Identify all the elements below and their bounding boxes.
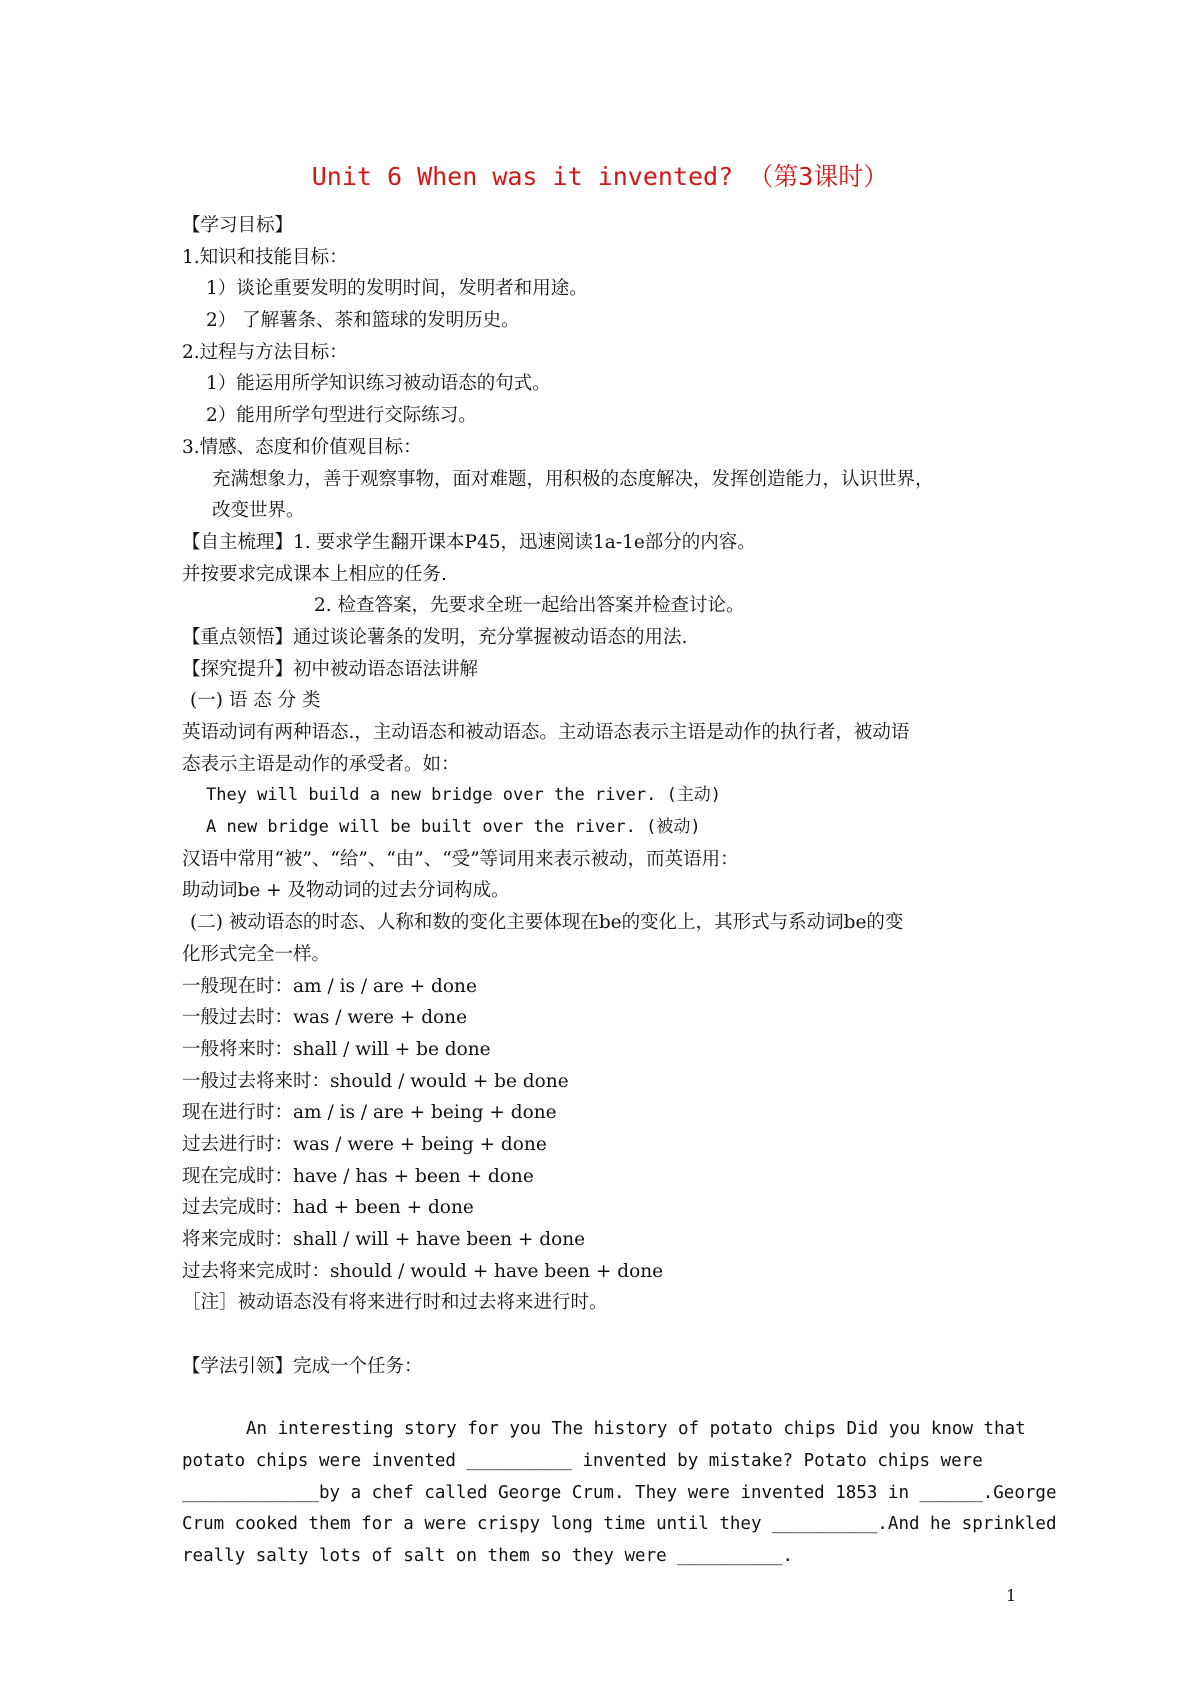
spacer xyxy=(182,1382,1027,1414)
objective-3-text-line-1: 充满想象力，善于观察事物，面对难题，用积极的态度解决，发挥创造能力，认识世界， xyxy=(212,468,934,490)
voice-explanation-line-1: 英语动词有两种语态.，主动语态和被动语态。主动语态表示主语是动作的执行者，被动语 xyxy=(182,722,910,743)
objective-3-text-line-2: 改变世界。 xyxy=(212,500,305,522)
story-line-2: potato chips were invented __________ invented by mistake? Potato chips were xyxy=(182,1450,983,1471)
tense-simple-future: 一般将来时：shall / will + be done xyxy=(182,1038,491,1060)
objective-2-heading: 2.过程与方法目标： xyxy=(182,341,348,363)
document-title: Unit 6 When was it invented? （第3课时） xyxy=(311,162,889,191)
objective-1-item-1: 1）谈论重要发明的发明时间，发明者和用途。 xyxy=(206,278,588,300)
key-points-line: 【重点领悟】通过谈论薯条的发明，充分掌握被动语态的用法. xyxy=(182,626,688,648)
chinese-passive-note: 汉语中常用“被”、“给”、“由”、“受”等词用来表示被动，而英语用： xyxy=(182,848,739,870)
document-body xyxy=(182,210,1057,1573)
tense-present-continuous: 现在进行时：am / is / are + being + done xyxy=(182,1102,557,1124)
objective-2-item-2: 2）能用所学句型进行交际练习。 xyxy=(206,405,477,427)
self-study-line-1: 【自主梳理】1. 要求学生翻开课本P45，迅速阅读1a-1e部分的内容。 xyxy=(182,531,756,553)
objective-2-item-1: 1）能运用所学知识练习被动语态的句式。 xyxy=(206,373,551,395)
self-study-line-2: 并按要求完成课本上相应的任务. xyxy=(182,563,447,585)
tense-simple-past: 一般过去时：was / were + done xyxy=(182,1007,468,1029)
objective-1-heading: 1.知识和技能目标： xyxy=(182,246,348,268)
example-active: They will build a new bridge over the river. (主动) xyxy=(206,785,722,806)
voice-category-heading: (一) 语 态 分 类 xyxy=(190,690,321,712)
story-line-3: _____________by a chef called George Crum. They were invented 1853 in ______.George xyxy=(182,1482,1057,1503)
objective-1-item-2: 2） 了解薯条、茶和篮球的发明历史。 xyxy=(206,310,520,332)
explore-heading: 【探究提升】初中被动语态语法讲解 xyxy=(182,658,479,680)
story-line-5: really salty lots of salt on them so they were __________. xyxy=(182,1545,794,1566)
tense-future-perfect: 将来完成时：shall / will + have been + done xyxy=(182,1229,586,1250)
tense-past-continuous: 过去进行时：was / were + being + done xyxy=(182,1133,547,1155)
section-heading-objectives: 【学习目标】 xyxy=(182,215,294,236)
passive-structure-note: 助动词be + 及物动词的过去分词构成。 xyxy=(182,880,510,902)
story-passage xyxy=(182,1414,1057,1572)
voice-explanation-line-2: 态表示主语是动作的承受者。如： xyxy=(182,753,460,775)
example-passive: A new bridge will be built over the river. (被动) xyxy=(206,817,701,838)
story-line-1: An interesting story for you The history of potato chips Did you know that xyxy=(246,1419,1026,1440)
tense-simple-present: 一般现在时：am / is / are + done xyxy=(182,975,477,997)
story-line-4: Crum cooked them for a were crispy long time until they __________.And he sprinkled xyxy=(182,1514,1057,1535)
spacer xyxy=(182,1319,1027,1351)
tense-past-perfect: 过去完成时：had + been + done xyxy=(182,1197,474,1219)
tense-past-future-perfect: 过去将来完成时：should / would + have been + done xyxy=(182,1260,664,1282)
tense-past-future: 一般过去将来时：should / would + be done xyxy=(182,1070,569,1092)
self-study-line-3: 2. 检查答案，先要求全班一起给出答案并检查讨论。 xyxy=(314,595,745,617)
tense-change-line-1: (二) 被动语态的时态、人称和数的变化主要体现在be的变化上，其形式与系动词be的变 xyxy=(190,912,904,934)
objective-3-heading: 3.情感、态度和价值观目标： xyxy=(182,436,422,458)
method-guide-line: 【学法引领】完成一个任务： xyxy=(182,1355,423,1377)
tense-present-perfect: 现在完成时：have / has + been + done xyxy=(182,1165,534,1187)
page-number: 1 xyxy=(1006,1586,1017,1605)
passive-note: ［注］被动语态没有将来进行时和过去将来进行时。 xyxy=(182,1292,608,1314)
tense-change-line-2: 化形式完全一样。 xyxy=(182,943,331,965)
